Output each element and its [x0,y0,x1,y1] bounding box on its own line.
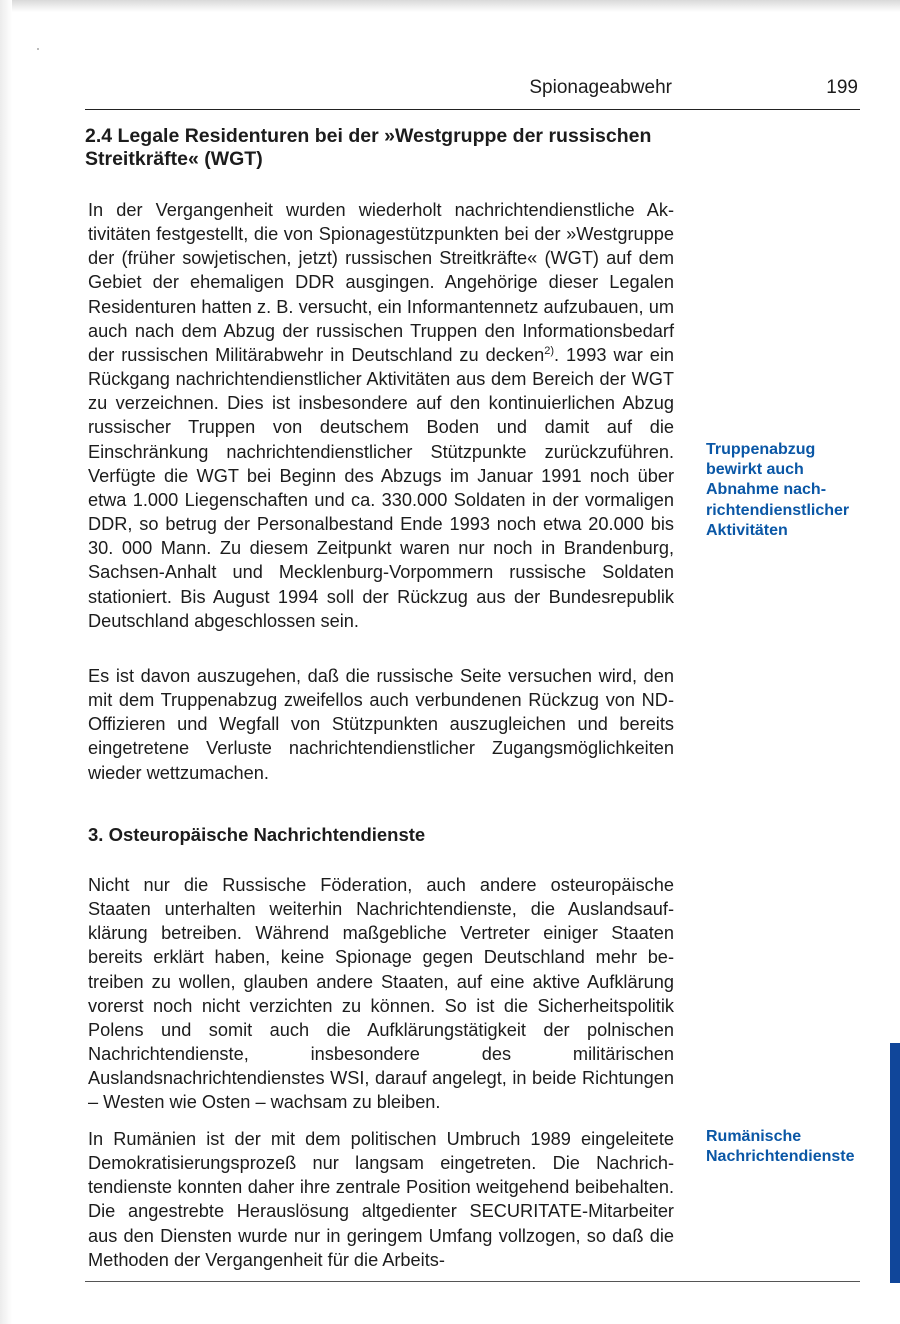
section-heading-3: 3. Osteuropäische Nachrichtendienste [88,824,426,845]
body-paragraph: Es ist davon auszugehen, daß die russische Seite versuchen wird, den mit dem Truppenabzug zweifellos auch verbundenen Rückzug von ND-Offizieren und Wegfall von Stützpunkten auszugleichen und bereits eingetretene Verluste nachrichtendienstlicher Zugangsmöglichkeiten wieder wettzumachen. [88,666,674,783]
section-heading-2-4 [85,125,685,171]
scan-speck [37,48,39,50]
body-paragraph [88,198,674,633]
page-header [85,77,860,103]
footnote-marker: 2) [544,344,555,357]
margin-note-rumaenien [706,1127,886,1167]
footer-rule [85,1281,860,1282]
margin-note-line: bewirkt auch [706,461,804,479]
margin-note-line: Aktivitäten [706,521,788,539]
body-paragraph: In Rumänien ist der mit dem politischen Umbruch 1989 eingeleitete Demokratisierungsprozeß nur langsam eingetreten. Die Nachrichtendienste konnten daher ihre zentrale Position weitgehend beibehalten. Die angestrebte Herauslösung altgedienter SECURITATE-Mitarbeiter aus den Diensten wurde nur in geringem Umfang vollzogen, so daß die Methoden der Vergangenheit für die Arbeits- [88,1129,674,1270]
margin-note-line: Rumänische [706,1128,802,1145]
margin-note-line: Nachrichtendienste [706,1148,855,1166]
margin-note-line: Truppenabzug [706,441,816,458]
margin-note-line: richtendienstlicher [706,501,850,519]
body-paragraph: Nicht nur die Russische Föderation, auch andere osteuropäische Staaten unterhalten weiterhin Nachrichtendienste, die Auslandsaufklärung betreiben. Während maßgebliche Vertreter einiger Staaten bereits erklärt haben, keine Spionage gegen Deutschland mehr betreiben zu wollen, glauben andere Staaten, auf eine aktive Aufklärung vorerst noch nicht verzichten zu können. So ist die Sicherheitspolitik Polens und somit auch die Aufklärungstätigkeit der polnischen Nachrichtendienste, insbesondere des militärischen Auslandsnachrichtendienstes WSI, darauf angelegt, in beide Richtungen – Westen wie Osten – wachsam zu bleiben. [88,875,674,1113]
scan-shadow-top [12,0,900,12]
header-rule [85,109,860,110]
running-title: Spionageabwehr [529,77,672,98]
paragraph-text: In der Vergangenheit wurden wiederholt nachrichtendienstliche Aktivitäten festgestellt, die von Spionagestützpunkten bei der »Westgruppe der (früher sowjetischen, jetzt) russischen Streitkräfte« (WGT) auf dem Gebiet der ehemaligen DDR ausgingen. Angehörige dieser Legalen Residenturen hatten z. B. versucht, ein Informantennetz aufzubauen, um auch nach dem Abzug der russischen Truppen den Informationsbedarf der russischen Militärabwehr in Deutschland zu decken [88,200,674,365]
margin-note-truppenabzug [706,440,886,541]
page-number: 199 [826,77,858,98]
paragraph-text: . 1993 war ein Rückgang nachrichtendienstlicher Aktivitäten aus dem Bereich der WGT zu verzeichnen. Dies ist insbesondere auf den kontinuierlichen Abzug russischer Truppen von deutschem Boden und damit auf die Einschränkung nachrichtendienstlicher Stützpunkte zurückzuführen. Verfügte die WGT bei Beginn des Abzugs im Januar 1991 noch über etwa 1.000 Liegenschaften und ca. 330.000 Soldaten in der vormaligen DDR, so betrug der Personalbestand Ende 1993 noch etwa 20.000 bis 30. 000 Mann. Zu diesem Zeitpunkt waren nur noch in Brandenburg, Sachsen-Anhalt und Mecklenburg-Vorpommern russische Soldaten stationiert. Bis August 1994 soll der Rückzug aus der Bundesrepublik Deutschland abgeschlossen sein. [88,344,674,631]
heading-line: Streitkräfte« (WGT) [85,148,263,170]
chapter-thumb-tab [890,1043,900,1283]
heading-line: 2.4 Legale Residenturen bei der »Westgruppe der russischen [85,125,652,147]
margin-note-line: Abnahme nach- [706,481,827,499]
scan-shadow-left [0,0,12,1324]
